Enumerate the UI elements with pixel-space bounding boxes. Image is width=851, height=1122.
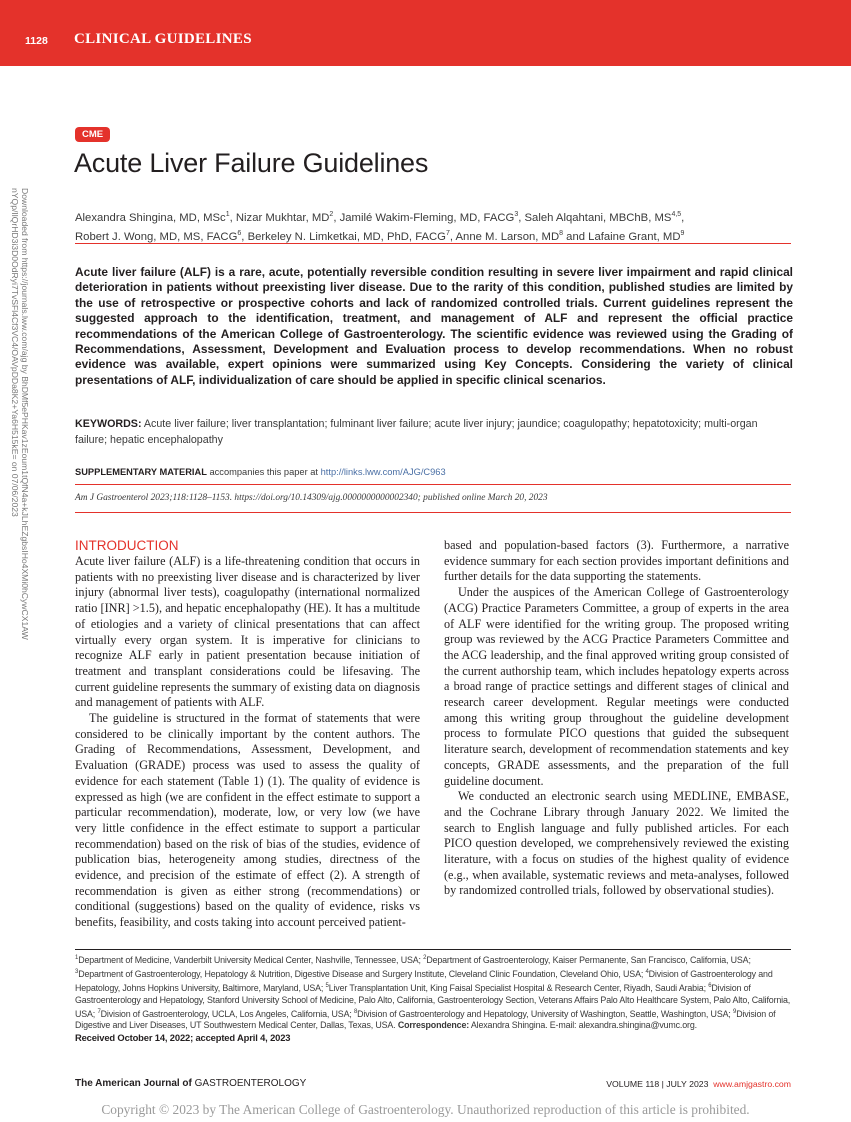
affiliation-text: Division of Gastroenterology and Hepatology, Stanford University School of Medicine, Palo Alto, California, Gastroenterology Section, Veterans Affairs Palo Alto Healthcare System, Palo Alto, California, USA; [75, 982, 791, 1019]
affiliation-text: Division of Digestive and Liver Diseases, UT Southwestern Medical Center, Dallas, Texas, USA. [75, 1008, 776, 1031]
keywords-label: KEYWORDS: [75, 418, 142, 430]
affiliation-text: Division of Gastroenterology, UCLA, Los Angeles, California, USA; [100, 1008, 354, 1019]
affiliation-number: 1 [75, 955, 79, 961]
header-bar [0, 0, 851, 66]
article-title: Acute Liver Failure Guidelines [74, 148, 429, 178]
affiliation-number: 4 [645, 968, 649, 975]
affiliation-text: Division of Gastroenterology and Hepatology, University of Washington, Seattle, Washington, USA; [357, 1008, 733, 1019]
author-affiliation-marker: 8 [559, 230, 564, 238]
journal-name [75, 1078, 306, 1089]
author-separator: , [518, 211, 525, 224]
supp-divider [75, 484, 791, 485]
received-dates: Received October 14, 2022; accepted April 4, 2023 [75, 1032, 291, 1044]
supplementary-material [75, 467, 446, 477]
journal-title: GASTROENTEROLOGY [194, 1078, 307, 1089]
affiliation-text: Liver Transplantation Unit, King Faisal Specialist Hospital & Research Center, Riyadh, Saudi Arabia; [328, 982, 709, 993]
author-affiliation-marker: 7 [445, 230, 450, 238]
title-divider [75, 243, 791, 244]
author-affiliation-marker: 2 [329, 211, 334, 218]
author-affiliation-marker: 6 [237, 230, 242, 238]
author-name: Robert J. Wong, MD, MS, FACG [75, 231, 238, 244]
footnote-divider [75, 949, 791, 950]
affiliation-number: 3 [75, 968, 79, 975]
affiliation-text: Department of Medicine, Vanderbilt University Medical Center, Nashville, Tennessee, USA; [78, 954, 424, 965]
author-separator: , [449, 231, 456, 244]
body-column-right [444, 538, 789, 899]
author-name: Berkeley N. Limketkai, MD, PhD, FACG [247, 231, 446, 244]
author-affiliation-marker: 3 [514, 211, 519, 218]
affiliation-list [75, 955, 790, 1030]
author-separator: , [241, 231, 248, 244]
download-watermark [9, 188, 30, 640]
affiliation-number: 5 [325, 982, 329, 989]
citation-line: Am J Gastroenterol 2023;118:1128–1153. https://doi.org/10.14309/ajg.0000000000002340; published online March 20, 2023 [75, 493, 548, 503]
affiliation-text: Department of Gastroenterology, Hepatology & Nutrition, Digestive Disease and Surgery Institute, Cleveland Clinic Foundation, Cleveland Ohio, USA; [78, 968, 646, 979]
author-name: Saleh Alqahtani, MBChB, MS [524, 211, 672, 224]
affiliation-number: 9 [733, 1008, 737, 1015]
author-separator: and [563, 231, 589, 244]
author-separator: , [681, 211, 685, 224]
affiliation-number: 8 [353, 1008, 358, 1015]
affiliation-text: Department of Gastroenterology, Kaiser Permanente, San Francisco, California, USA; [426, 954, 751, 965]
supp-link[interactable]: http://links.lww.com/AJG/C963 [320, 467, 446, 477]
volume-info [606, 1079, 791, 1089]
correspondence-text: Alexandra Shingina. E-mail: alexandra.shingina@vumc.org. [470, 1020, 697, 1031]
section-heading: CLINICAL GUIDELINES [74, 31, 252, 47]
page-number: 1128 [25, 35, 48, 47]
author-name: Lafaine Grant, MD [588, 231, 681, 244]
supp-label: SUPPLEMENTARY MATERIAL [75, 467, 207, 477]
body-paragraph: We conducted an electronic search using MEDLINE, EMBASE, and the Cochrane Library through January 2022. We limited the search to English language and fully published articles. For each PICO question developed, we comprehensively reviewed the existing literature, with a focus on studies of the highest quality of evidence (e.g., when available, systematic reviews and meta-analyses, followed by randomized controlled trials, followed by observational studies). [444, 789, 789, 898]
author-list [75, 207, 791, 246]
journal-prefix: The American Journal of [75, 1078, 192, 1089]
journal-website-link[interactable]: www.amjgastro.com [713, 1079, 791, 1089]
affiliation-number: 7 [97, 1008, 101, 1015]
affiliations-footnote [75, 953, 793, 1045]
abstract: Acute liver failure (ALF) is a rare, acute, potentially reversible condition resulting in severe liver impairment and rapid clinical deterioration in patients without preexisting liver disease. Due to the rarity of this condition, published studies are limited by the use of retrospective or prospective cohorts and lack of randomized controlled trials. Current guidelines represent the suggested approach to the identification, treatment, and management of ALF and represent the official practice recommendations of the American College of Gastroenterology. The scientific evidence was reviewed using the Grading of Recommendations, Assessment, Development and Evaluation process to develop recommendations. When no robust evidence was available, expert opinions were summarized using Key Concepts. Considering the variety of clinical presentations of ALF, individualization of care should be applied in specific clinical scenarios. [75, 265, 793, 387]
author-affiliation-marker: 1 [225, 211, 230, 218]
author-name: Jamilé Wakim-Fleming, MD, FACG [339, 211, 515, 224]
author-affiliation-marker: 4,5 [671, 211, 682, 218]
author-affiliation-marker: 9 [680, 230, 685, 238]
author-separator: , [333, 211, 340, 224]
introduction-heading: INTRODUCTION [75, 538, 179, 553]
body-paragraph: Acute liver failure (ALF) is a life-threatening condition that occurs in patients with no preexisting liver disease and is characterized by liver injury (abnormal liver tests), coagulopathy (international normalized ratio [INR] >1.5), and hepatic encephalopathy (HE). It has a multitude of etiologies and a variety of clinical presentations that can affect virtually every organ system. It is imperative for clinicians to recognize ALF early in patient presentation because initiation of treatment and transplant considerations could be lifesaving. The current guideline represents the summary of existing data on diagnosis and management of patients with ALF. [75, 554, 420, 710]
affiliation-number: 6 [708, 982, 712, 989]
affiliation-text: Division of Gastroenterology and Hepatology, Johns Hopkins University, Baltimore, Maryland, USA; [75, 968, 773, 993]
body-paragraph: Under the auspices of the American College of Gastroenterology (ACG) Practice Parameters Committee, a group of experts in the area of ALF were identified for the writing group. The proposed writing group was reviewed by the ACG Practice Parameters Committee and the ACG leadership, and the final approved writing group consisted of the current authorship team, which includes hepatology experts across a broad range of practice settings and different stages of clinical and research career development. Regular meetings were conducted among this writing group throughout the guideline development process to formulate PICO questions that guided the subsequent literature search, development of recommendation statements and key concepts, GRADE assessments, and the preparation of the full guideline document. [444, 585, 789, 788]
supp-text: accompanies this paper at [209, 467, 319, 477]
keywords-text: Acute liver failure; liver transplantation; fulminant liver failure; acute liver injury; jaundice; coagulopathy; hepatotoxicity; multi-organ failure; hepatic encephalopathy [75, 418, 758, 446]
cme-badge: CME [75, 127, 110, 142]
copyright-notice: Copyright © 2023 by The American College of Gastroenterology. Unauthorized reproduction of this article is prohibited. [101, 1102, 750, 1117]
watermark-line-1: Downloaded from https://journals.lww.com/ajg by BhDMf5ePHKav1zEoum1tQfN4a+kJLhEZgbsIHo4XMi0hCywCX1AW [20, 188, 30, 640]
body-column-left [75, 538, 420, 931]
correspondence-label: Correspondence: [397, 1020, 470, 1031]
author-name: Alexandra Shingina, MD, MSc [75, 211, 226, 224]
author-name: Nizar Mukhtar, MD [235, 211, 330, 224]
author-name: Anne M. Larson, MD [455, 231, 560, 244]
keywords [75, 417, 791, 448]
volume-text: VOLUME 118 | JULY 2023 [606, 1079, 709, 1089]
affiliation-number: 2 [423, 955, 427, 961]
author-separator: , [229, 211, 236, 224]
body-paragraph: based and population-based factors (3). Furthermore, a narrative evidence summary for each section provides important definitions and further details for the data supporting the statements. [444, 538, 789, 584]
citation-divider [75, 512, 791, 513]
body-paragraph: The guideline is structured in the format of statements that were considered to be clinically important by the content authors. The Grading of Recommendations, Assessment, Development, and Evaluation (GRADE) process was used to assess the quality of evidence for each statement (Table 1) (1). The quality of evidence is expressed as high (we are confident in the effect estimate to support a particular recommendation), moderate, low, or very low (we have very little confidence in the effect estimate to support a particular recommendation) based on the risk of bias of the studies, evidence of publication bias, heterogeneity among studies, directness of the evidence, and precision of the estimate of effect (2). A strength of recommendation is given as either strong (recommendations) or conditional (suggestions) based on the quality of evidence, risks vs benefits, feasibility, and costs taking into account perceived patient- [75, 711, 420, 930]
watermark-line-2: nYQp/IlQrHD3i3D0OdRyi7TvSFl4Cf3VC4/OAVpDDa8K2+Ya6H515kE= on 07/06/2023 [9, 188, 20, 517]
